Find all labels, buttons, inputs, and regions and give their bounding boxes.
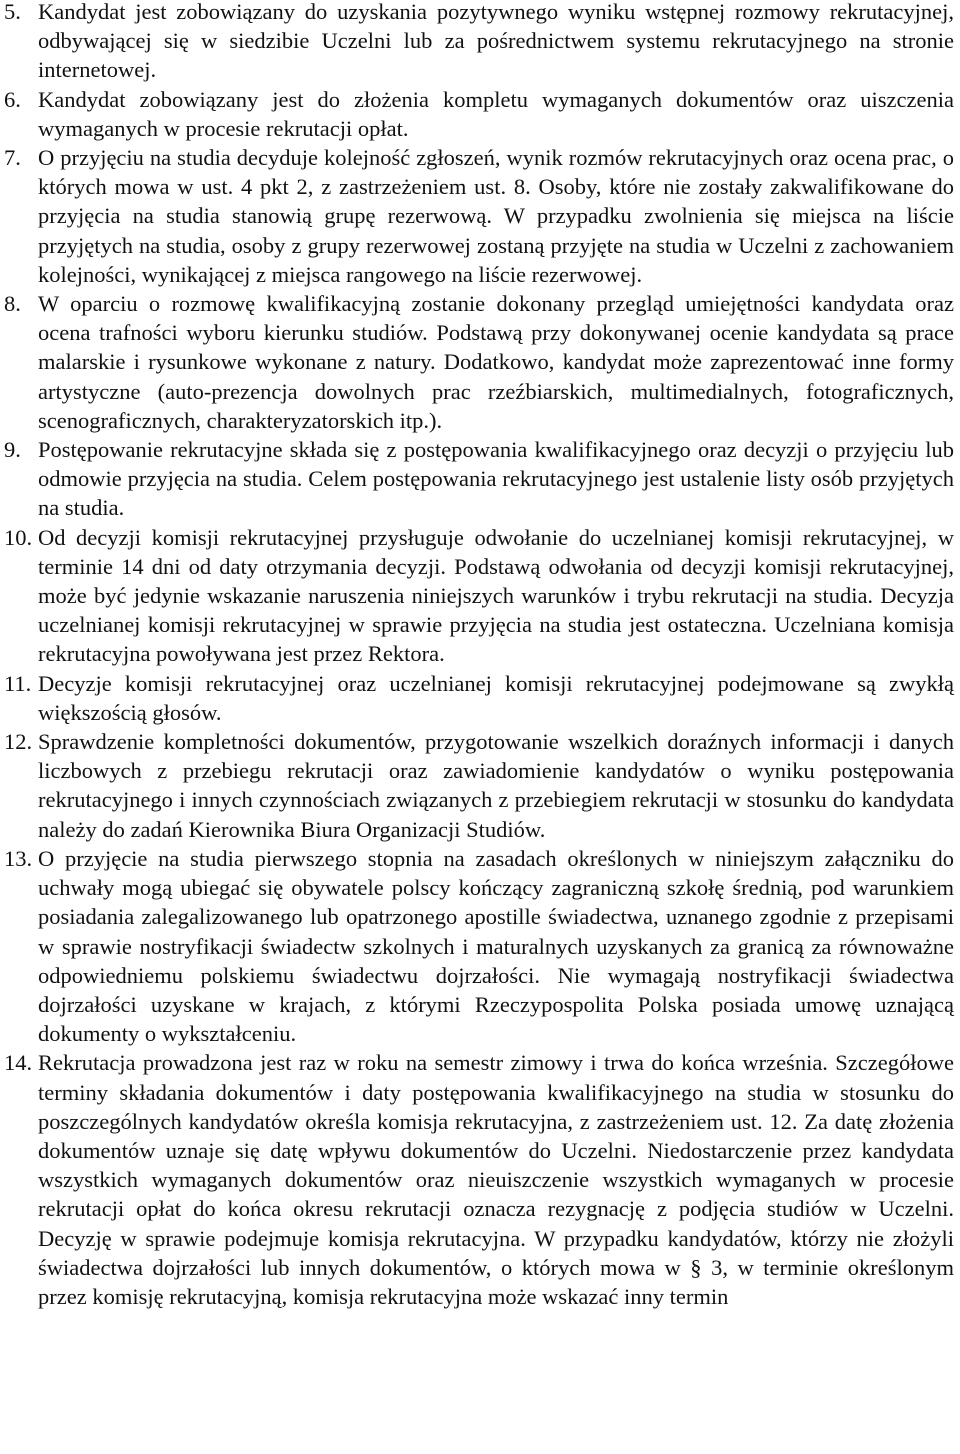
- item-number: 12.: [4, 729, 33, 755]
- item-number: 8.: [4, 291, 21, 317]
- item-number: 13.: [4, 845, 33, 871]
- list-item: [4, 85, 954, 143]
- item-text: W oparciu o rozmowę kwalifikacyjną zostanie dokonany przegląd umiejętności kandydata oraz ocena trafności wyboru kierunku studiów. Podstawą przy dokonywanej ocenie kandydata są prace malarskie i rysunkowe wykonane z natury. Dodatkowo, kandydat może zaprezentować inne formy artystyczne (auto-prezencja dowolnych prac rzeźbiarskich, multimedialnych, fotograficznych, scenograficznych, charakteryzatorskich itp.).: [38, 291, 954, 433]
- item-text: Od decyzji komisji rekrutacyjnej przysługuje odwołanie do uczelnianej komisji rekrutacyjnej, w terminie 14 dni od daty otrzymania decyzji. Podstawą odwołania od decyzji komisji rekrutacyjnej, może być jedynie wskazanie naruszenia niniejszych warunków i trybu rekrutacji na studia. Decyzja uczelnianej komisji rekrutacyjnej w sprawie przyjęcia na studia jest ostateczna. Uczelniana komisja rekrutacyjna powoływana jest przez Rektora.: [38, 524, 954, 667]
- item-text: Kandydat jest zobowiązany do uzyskania pozytywnego wyniku wstępnej rozmowy rekrutacyjnej, odbywającej się w siedzibie Uczelni lub za pośrednictwem systemu rekrutacyjnego na stronie internetowej.: [38, 0, 954, 83]
- item-text: Sprawdzenie kompletności dokumentów, przygotowanie wszelkich doraźnych informacji i danych liczbowych z przebiegu rekrutacji oraz zawiadomienie kandydatów o wyniku postępowania rekrutacyjnego i innych czynnościach związanych z przebiegiem rekrutacji w stosunku do kandydata należy do zadań Kierownika Biura Organizacji Studiów.: [38, 729, 954, 842]
- item-text: Rekrutacja prowadzona jest raz w roku na semestr zimowy i trwa do końca września. Szczegółowe terminy składania dokumentów i daty postępowania kwalifikacyjnego na studia w stosunku do poszczególnych kandydatów określa komisja rekrutacyjna, z zastrzeżeniem ust. 12. Za datę złożenia dokumentów uznaje się datę wpływu dokumentów do Uczelni. Niedostarczenie przez kandydata wszystkich wymaganych dokumentów oraz nieuiszczenie wszystkich wymaganych w procesie rekrutacji opłat do końca okresu rekrutacji oznacza rezygnację z podjęcia studiów w Uczelni. Decyzję w sprawie podejmuje komisja rekrutacyjna. W przypadku kandydatów, którzy nie złożyli świadectwa dojrzałości lub innych dokumentów, o których mowa w § 3, w terminie określonym przez komisję rekrutacyjną, komisja rekrutacyjna może wskazać inny termin: [38, 1050, 954, 1309]
- list-item: [4, 1048, 954, 1311]
- item-number: 7.: [4, 145, 21, 171]
- item-number: 11.: [4, 670, 32, 696]
- list-item: [4, 669, 954, 727]
- list-item: [4, 0, 954, 85]
- list-item: [4, 435, 954, 523]
- item-number: 14.: [4, 1050, 33, 1076]
- regulation-list: [4, 0, 954, 1311]
- item-text: Decyzje komisji rekrutacyjnej oraz uczelnianej komisji rekrutacyjnej podejmowane są zwykłą większością głosów.: [38, 670, 954, 725]
- list-item: [4, 727, 954, 844]
- item-text: O przyjęciu na studia decyduje kolejność zgłoszeń, wynik rozmów rekrutacyjnych oraz ocena prac, o których mowa w ust. 4 pkt 2, z zastrzeżeniem ust. 8. Osoby, które nie zostały zakwalifikowane do przyjęcia na studia stanowią grupę rezerwową. W przypadku zwolnienia się miejsca na liście przyjętych na studia, osoby z grupy rezerwowej zostaną przyjęte na studia w Uczelni z zachowaniem kolejności, wynikającej z miejsca rangowego na liście rezerwowej.: [38, 145, 954, 287]
- item-text: Kandydat zobowiązany jest do złożenia kompletu wymaganych dokumentów oraz uiszczenia wymaganych w procesie rekrutacji opłat.: [38, 86, 954, 141]
- list-item: [4, 143, 954, 289]
- list-item: [4, 289, 954, 435]
- list-item: [4, 844, 954, 1048]
- item-text: O przyjęcie na studia pierwszego stopnia na zasadach określonych w niniejszym załączniku do uchwały mogą ubiegać się obywatele polscy kończący zagraniczną szkołę średnią, pod warunkiem posiadania zalegalizowanego lub opatrzonego apostille świadectwa, uznanego zgodnie z przepisami w sprawie nostryfikacji świadectw szkolnych i maturalnych uzyskanych za granicą za równoważne odpowiedniemu polskiemu świadectwu dojrzałości. Nie wymagają nostryfikacji świadectwa dojrzałości uzyskane w krajach, z którymi Rzeczypospolita Polska posiada umowę uznającą dokumenty o wykształceniu.: [38, 845, 954, 1047]
- item-number: 5.: [4, 0, 21, 24]
- item-text: Postępowanie rekrutacyjne składa się z postępowania kwalifikacyjnego oraz decyzji o przyjęciu lub odmowie przyjęcia na studia. Celem postępowania rekrutacyjnego jest ustalenie listy osób przyjętych na studia.: [38, 437, 954, 521]
- item-number: 10.: [4, 524, 33, 550]
- list-item: [4, 523, 954, 669]
- item-number: 6.: [4, 86, 21, 112]
- item-number: 9.: [4, 437, 21, 463]
